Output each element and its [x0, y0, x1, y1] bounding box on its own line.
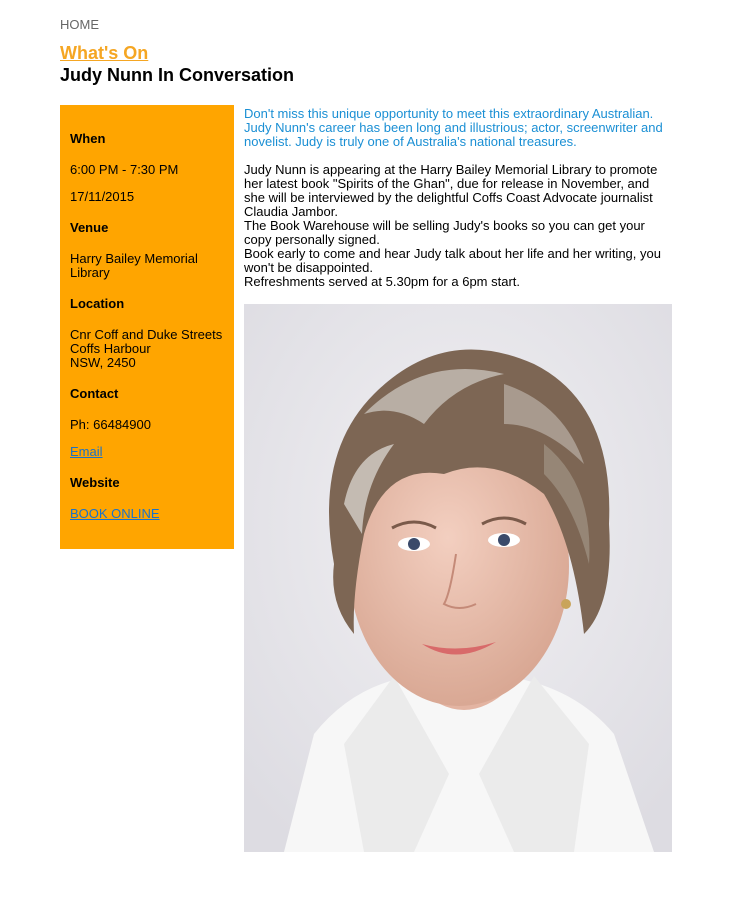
event-date: 17/11/2015: [70, 189, 135, 204]
location-line-3: NSW, 2450: [70, 355, 136, 370]
page-title: Judy Nunn In Conversation: [60, 65, 295, 85]
event-details-sidebar: [60, 105, 234, 549]
author-portrait-image: [244, 304, 672, 852]
whats-on-link[interactable]: What's On: [60, 43, 149, 63]
event-paragraph: Refreshments served at 5.30pm for a 6pm start.: [244, 274, 521, 289]
location-line-2: Coffs Harbour: [70, 341, 151, 356]
breadcrumb-home-link[interactable]: HOME: [60, 17, 99, 32]
location-label: Location: [70, 296, 125, 311]
event-time: 6:00 PM - 7:30 PM: [70, 162, 179, 177]
location-address: [70, 328, 224, 370]
event-description: [244, 107, 672, 289]
when-label: When: [70, 131, 106, 146]
email-link[interactable]: Email: [70, 444, 103, 459]
event-paragraph: Judy Nunn is appearing at the Harry Bailey Memorial Library to promote her latest book "Spirits of the Ghan", due for release in November, and she will be interviewed by the delightful Coffs Coast Advocate journalist Claudia Jambor.: [244, 162, 658, 219]
contact-phone: Ph: 66484900: [70, 417, 151, 432]
event-intro: Don't miss this unique opportunity to meet this extraordinary Australian. Judy Nunn's career has been long and illustrious; actor, screenwriter and novelist. Judy is truly one of Australia's national treasures.: [244, 106, 663, 149]
portrait-illustration: [244, 304, 672, 852]
contact-email-wrapper: [70, 445, 224, 459]
book-online-link[interactable]: BOOK ONLINE: [70, 506, 160, 521]
contact-label: Contact: [70, 386, 119, 401]
booking-wrapper: [70, 507, 224, 521]
event-paragraph: Book early to come and hear Judy talk about her life and her writing, you won't be disappointed.: [244, 246, 661, 275]
venue-label: Venue: [70, 220, 109, 235]
event-paragraph: The Book Warehouse will be selling Judy's books so you can get your copy personally signed.: [244, 218, 645, 247]
venue-name: Harry Bailey Memorial Library: [70, 251, 198, 280]
website-label: Website: [70, 475, 120, 490]
event-body: [244, 163, 672, 289]
location-line-1: Cnr Coff and Duke Streets: [70, 327, 223, 342]
